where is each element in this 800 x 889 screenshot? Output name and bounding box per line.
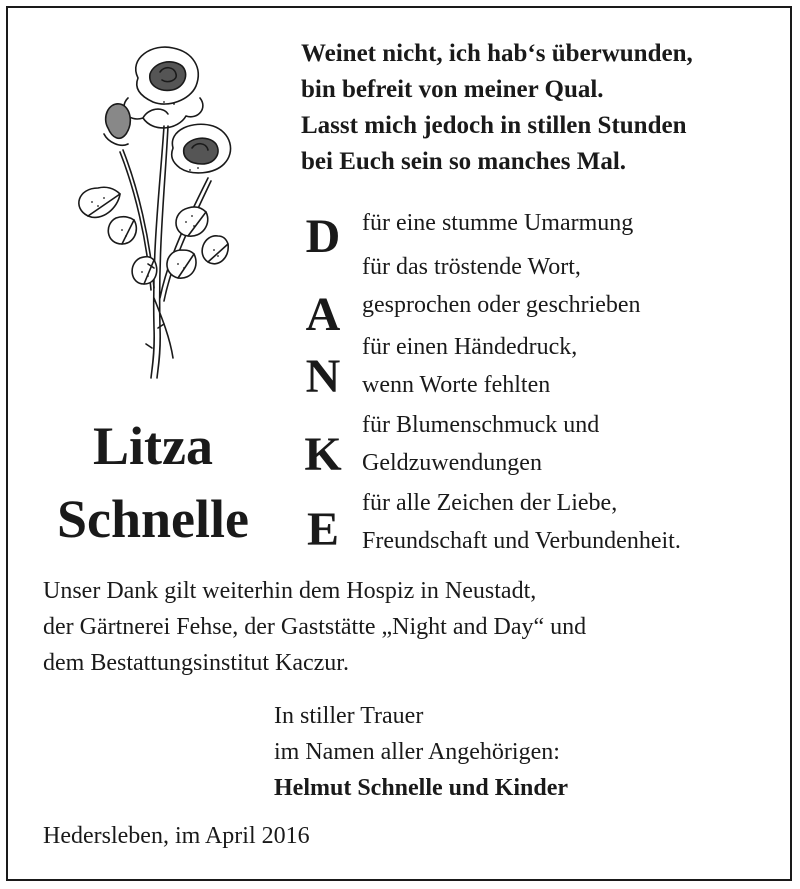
rose-icon: [68, 38, 238, 383]
danke-entry: [362, 204, 633, 242]
danke-entry: [362, 248, 641, 324]
danke-entry: [362, 328, 577, 404]
poem-line: bin befreit von meiner Qual.: [301, 76, 604, 103]
poem: [301, 36, 771, 180]
danke-letter: E: [306, 503, 339, 556]
danke-entry-line: für alle Zeichen der Liebe,: [362, 490, 618, 516]
thanks-line: dem Bestattungsinstitut Kaczur.: [43, 650, 349, 676]
danke-entry-line: Geldzuwendungen: [362, 450, 542, 476]
poem-line: Lasst mich jedoch in stillen Stunden: [301, 112, 687, 139]
danke-letter: D: [305, 210, 341, 263]
danke-entry-line: für eine stumme Umarmung: [362, 210, 634, 236]
deceased-first-name: Litza: [93, 416, 213, 476]
danke-entry-line: für einen Händedruck,: [362, 334, 578, 360]
danke-entry-line: wenn Worte fehlten: [362, 372, 551, 398]
poem-line: Weinet nicht, ich hab‘s überwunden,: [301, 40, 693, 67]
poem-line: bei Euch sein so manches Mal.: [301, 148, 627, 175]
danke-entry-line: für Blumenschmuck und: [362, 412, 600, 438]
family-name: Helmut Schnelle und Kinder: [274, 775, 569, 801]
signature-block: [274, 698, 568, 806]
place-date: Hedersleben, im April 2016: [43, 823, 310, 849]
thanks-line: der Gärtnerei Fehse, der Gaststätte „Night and Day“ und: [43, 614, 587, 640]
danke-entry: [362, 484, 681, 560]
danke-letter: K: [304, 428, 342, 481]
deceased-last-name: Schnelle: [56, 489, 249, 549]
signature-line: im Namen aller Angehörigen:: [274, 739, 560, 765]
signature-line: In stiller Trauer: [274, 703, 424, 729]
danke-letter: N: [305, 350, 341, 403]
danke-entry-line: Freundschaft und Verbundenheit.: [362, 528, 681, 554]
danke-entry-line: gesprochen oder geschrieben: [362, 292, 641, 318]
danke-entry: [362, 406, 599, 482]
danke-entry-line: für das tröstende Wort,: [362, 254, 581, 280]
thanks-line: Unser Dank gilt weiterhin dem Hospiz in Neustadt,: [43, 578, 537, 604]
danke-letter: A: [305, 288, 341, 341]
thanks-paragraph: [43, 573, 586, 681]
